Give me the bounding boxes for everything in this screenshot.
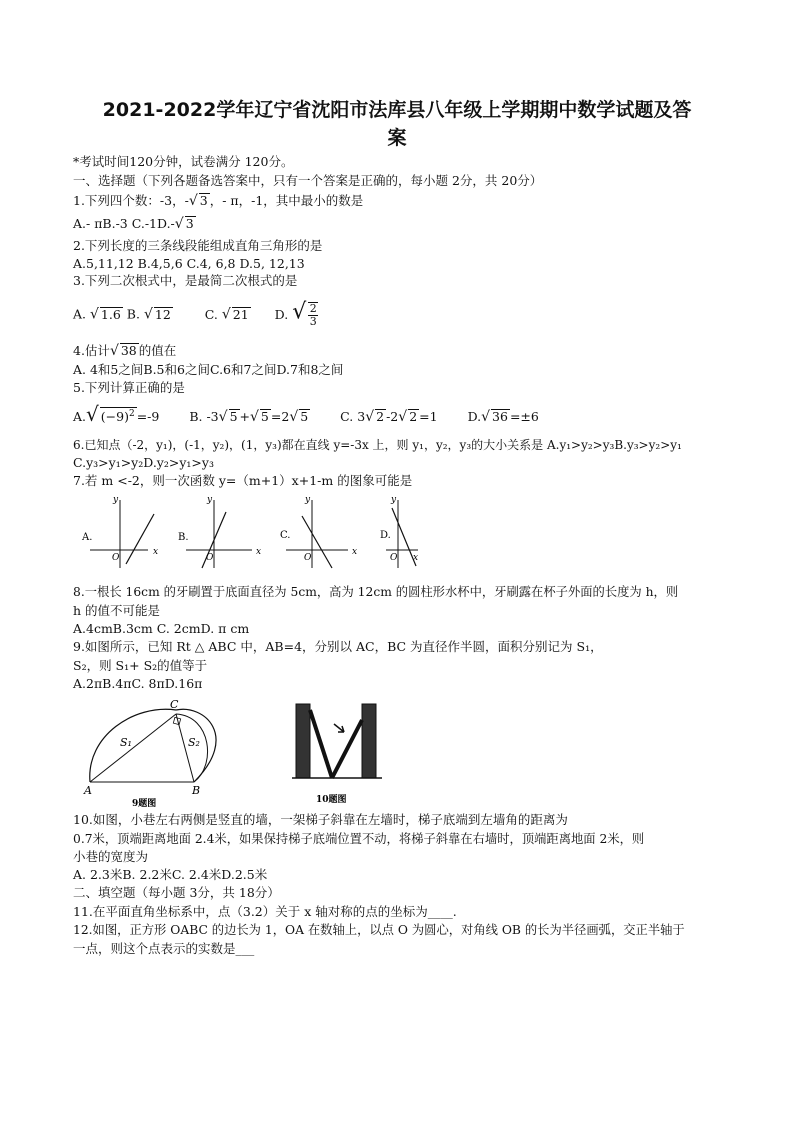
q11: 11.在平面直角坐标系中，点（3.2）关于 x 轴对称的点的坐标为____. [73, 904, 457, 919]
q7-graph-c [280, 495, 357, 568]
q10-line-2: 0.7米，顶端距离地面 2.4米，如果保持梯子底端位置不动，将梯子斜靠在右墙时，顶端距离地面 2米，则 [73, 832, 645, 846]
q5-option-b-radicand-1: 5 [229, 409, 238, 424]
graph-c-origin: O [304, 553, 312, 563]
radical-sign: √ [86, 402, 99, 426]
figure-9-label-c: C [170, 698, 179, 711]
title-line-1: 2021-2022学年辽宁省沈阳市法库县八年级上学期期中数学试题及答 [102, 99, 692, 121]
q4-stem [73, 343, 176, 359]
graph-c-x-label: x [352, 547, 358, 557]
q1-stem-radicand: 3 [199, 193, 208, 208]
q5-option-a-exponent: 2 [128, 408, 135, 419]
q1-option-radicand: 3 [185, 216, 194, 231]
q3-option-c-radicand: 21 [232, 306, 249, 322]
q7-stem: 7.若 m <-2，则一次函数 y=（m+1）x+1-m 的图象可能是 [73, 473, 413, 488]
radical-sign: √ [481, 409, 491, 425]
segment-ac [90, 714, 176, 782]
q3-option-d-fraction [308, 302, 318, 328]
page-title [60, 96, 734, 152]
fraction-numerator: 2 [309, 302, 317, 315]
q5-option-d-radicand: 36 [492, 409, 508, 424]
q4-stem-text-b: 的值在 [138, 343, 177, 358]
radical-sign: √ [188, 193, 198, 209]
q5-option-a-label: A. [73, 409, 87, 424]
graph-c-y-label: y [305, 495, 311, 505]
q9-options: A.2πB.4πC. 8πD.16π [73, 676, 203, 691]
q9-line-2: S₂，则 S₁+ S₂的值等于 [73, 658, 208, 673]
q5-option-b-radicand-3: 5 [300, 409, 309, 424]
q8-line-2: h 的值不可能是 [73, 603, 161, 618]
q5-option-d-result: =±6 [509, 409, 539, 424]
q2-options: A.5,11,12 B.4,5,6 C.4, 6,8 D.5, 12,13 [73, 256, 305, 271]
radical-sign: √ [289, 409, 299, 425]
q12-line-2: 一点，则这个点表示的实数是___ [73, 941, 255, 956]
graph-b-x-label: x [256, 547, 262, 557]
q8-line-1: 8.一根长 16cm 的牙刷置于底面直径为 5cm，高为 12cm 的圆柱形水杯中，牙刷露在杯子外面的长度为 h，则 [73, 585, 679, 599]
q5-option-a-result: =-9 [136, 409, 160, 424]
graph-b-y-label: y [207, 495, 213, 505]
radical-sign: √ [109, 343, 119, 359]
q4-stem-radicand: 38 [120, 343, 137, 358]
graph-a-x-label: x [153, 547, 159, 557]
graph-c-label: C. [280, 530, 291, 541]
graph-b-label: B. [178, 532, 189, 543]
section-2-heading: 二、填空题（每小题 3分，共 18分） [73, 885, 280, 900]
q5-option-a-base: (−9) [100, 409, 129, 424]
q4-options: A. 4和5之间B.5和6之间C.6和7之间D.7和8之间 [73, 362, 344, 377]
q10-options: A. 2.3米B. 2.2米C. 2.4米D.2.5米 [73, 867, 268, 882]
q6-line-2: C.y₃>y₁>y₂D.y₂>y₁>y₃ [73, 455, 214, 470]
q6-line-1: 6.已知点（-2，y₁)，(-1，y₂)，(1，y₃)都在直线 y=-3x 上，则 y₁，y₂，y₃的大小关系是 A.y₁>y₂>y₃B.y₃>y₂>y₁ [73, 438, 682, 452]
graph-d-label: D. [380, 530, 391, 541]
q9-line-1: 9.如图所示，已知 Rt △ ABC 中，AB=4，分别以 AC，BC 为直径作半圆，面积分别记为 S₁， [73, 639, 603, 654]
right-wall [362, 704, 376, 778]
figure-9-label-s2: S₂ [188, 736, 200, 749]
q3-option-a-label: A. [73, 306, 87, 322]
q1-stem-text-b: ，- π，-1，其中最小的数是 [209, 193, 364, 208]
ladder-right [332, 720, 362, 778]
section-1-heading: 一、选择题（下列各题备选答案中，只有一个答案是正确的，每小题 2分，共 20分） [73, 173, 543, 188]
q7-graph-a [81, 495, 158, 568]
graph-a-line [126, 514, 154, 564]
exam-intro: *考试时间120分钟，试卷满分 120分。 [73, 154, 294, 169]
q1-options-text: A.- πB.-3 C.-1D.- [73, 216, 175, 231]
q3-option-c-label: C. [204, 306, 218, 322]
q5-option-b-plus: + [239, 409, 250, 424]
q5-option-c-radicand-2: 2 [409, 409, 418, 424]
radical-sign: √ [218, 409, 228, 425]
title-line-2: 案 [387, 127, 407, 149]
q5-option-a-radicand [100, 407, 137, 423]
radical-sign: √ [365, 409, 375, 425]
q1-options [73, 216, 196, 232]
radical-sign: √ [292, 299, 307, 325]
q5-option-b-radicand-2: 5 [260, 409, 269, 424]
radical-sign: √ [398, 409, 408, 425]
figure-9-label-s1: S₁ [120, 736, 132, 749]
graph-a-label: A. [82, 532, 93, 543]
q3-option-b-label: B. [126, 306, 140, 322]
q5-option-c-minus: -2 [386, 409, 399, 424]
q1-stem-text-a: 1.下列四个数：-3，- [73, 193, 189, 208]
graph-b-origin: O [206, 553, 214, 563]
radical-sign: √ [90, 306, 99, 323]
figure-9-label-a: A [84, 784, 92, 797]
graph-d-origin: O [390, 553, 398, 563]
graph-a-origin: O [112, 553, 120, 563]
q5-option-d-label: D. [467, 409, 482, 424]
radical-sign: √ [174, 216, 184, 232]
q3-option-a-radicand: 1.6 [100, 306, 121, 322]
q3-stem: 3.下列二次根式中，是最简二次根式的是 [73, 273, 298, 288]
radical-sign: √ [143, 306, 153, 323]
q5-option-b-label: B. -3 [189, 409, 219, 424]
radical-sign: √ [250, 409, 259, 425]
q10-line-1: 10.如图，小巷左右两侧是竖直的墙，一架梯子斜靠在左墙时，梯子底端到左墙角的距离为 [73, 812, 568, 827]
left-wall [296, 704, 310, 778]
figure-10-caption: 10题图 [316, 795, 347, 805]
q4-stem-text-a: 4.估计 [73, 343, 110, 358]
figure-9-helper [90, 708, 176, 782]
q7-graph-b [178, 495, 261, 568]
figure-9-label-b: B [192, 784, 201, 797]
q5-stem: 5.下列计算正确的是 [73, 380, 185, 395]
figure-10 [290, 702, 390, 806]
arrow-icon [334, 724, 344, 732]
q5-option-c-radicand-1: 2 [376, 409, 385, 424]
q5-option-c-result: =1 [419, 409, 438, 424]
q5-option-c-label: C. 3 [340, 409, 366, 424]
q10-line-3: 小巷的宽度为 [73, 849, 149, 864]
graph-a-y-label: y [113, 495, 119, 505]
q1-stem [73, 193, 363, 209]
graph-d-x-label: x [413, 553, 419, 563]
q3-option-b-radicand: 12 [154, 306, 171, 322]
ladder-left [310, 710, 332, 778]
radical-sign: √ [221, 306, 231, 323]
q3-option-d-label: D. [274, 306, 289, 322]
q7-graphs [80, 494, 420, 574]
q2-stem: 2.下列长度的三条线段能组成直角三角形的是 [73, 238, 323, 253]
q12-line-1: 12.如图，正方形 OABC 的边长为 1，OA 在数轴上，以点 O 为圆心，对角线 OB 的长为半径画弧，交正半轴于 [73, 923, 685, 937]
semicircle-s1 [90, 709, 176, 782]
q7-graph-d [380, 495, 418, 568]
q5-options [73, 402, 539, 426]
graph-d-y-label: y [391, 495, 397, 505]
figure-9 [84, 696, 274, 808]
fraction-denominator: 3 [309, 315, 317, 328]
figure-9-caption: 9题图 [132, 799, 157, 809]
q5-option-b-equals: =2 [270, 409, 290, 424]
q3-options [73, 299, 320, 328]
q8-options: A.4cmB.3cm C. 2cmD. π cm [73, 621, 250, 636]
